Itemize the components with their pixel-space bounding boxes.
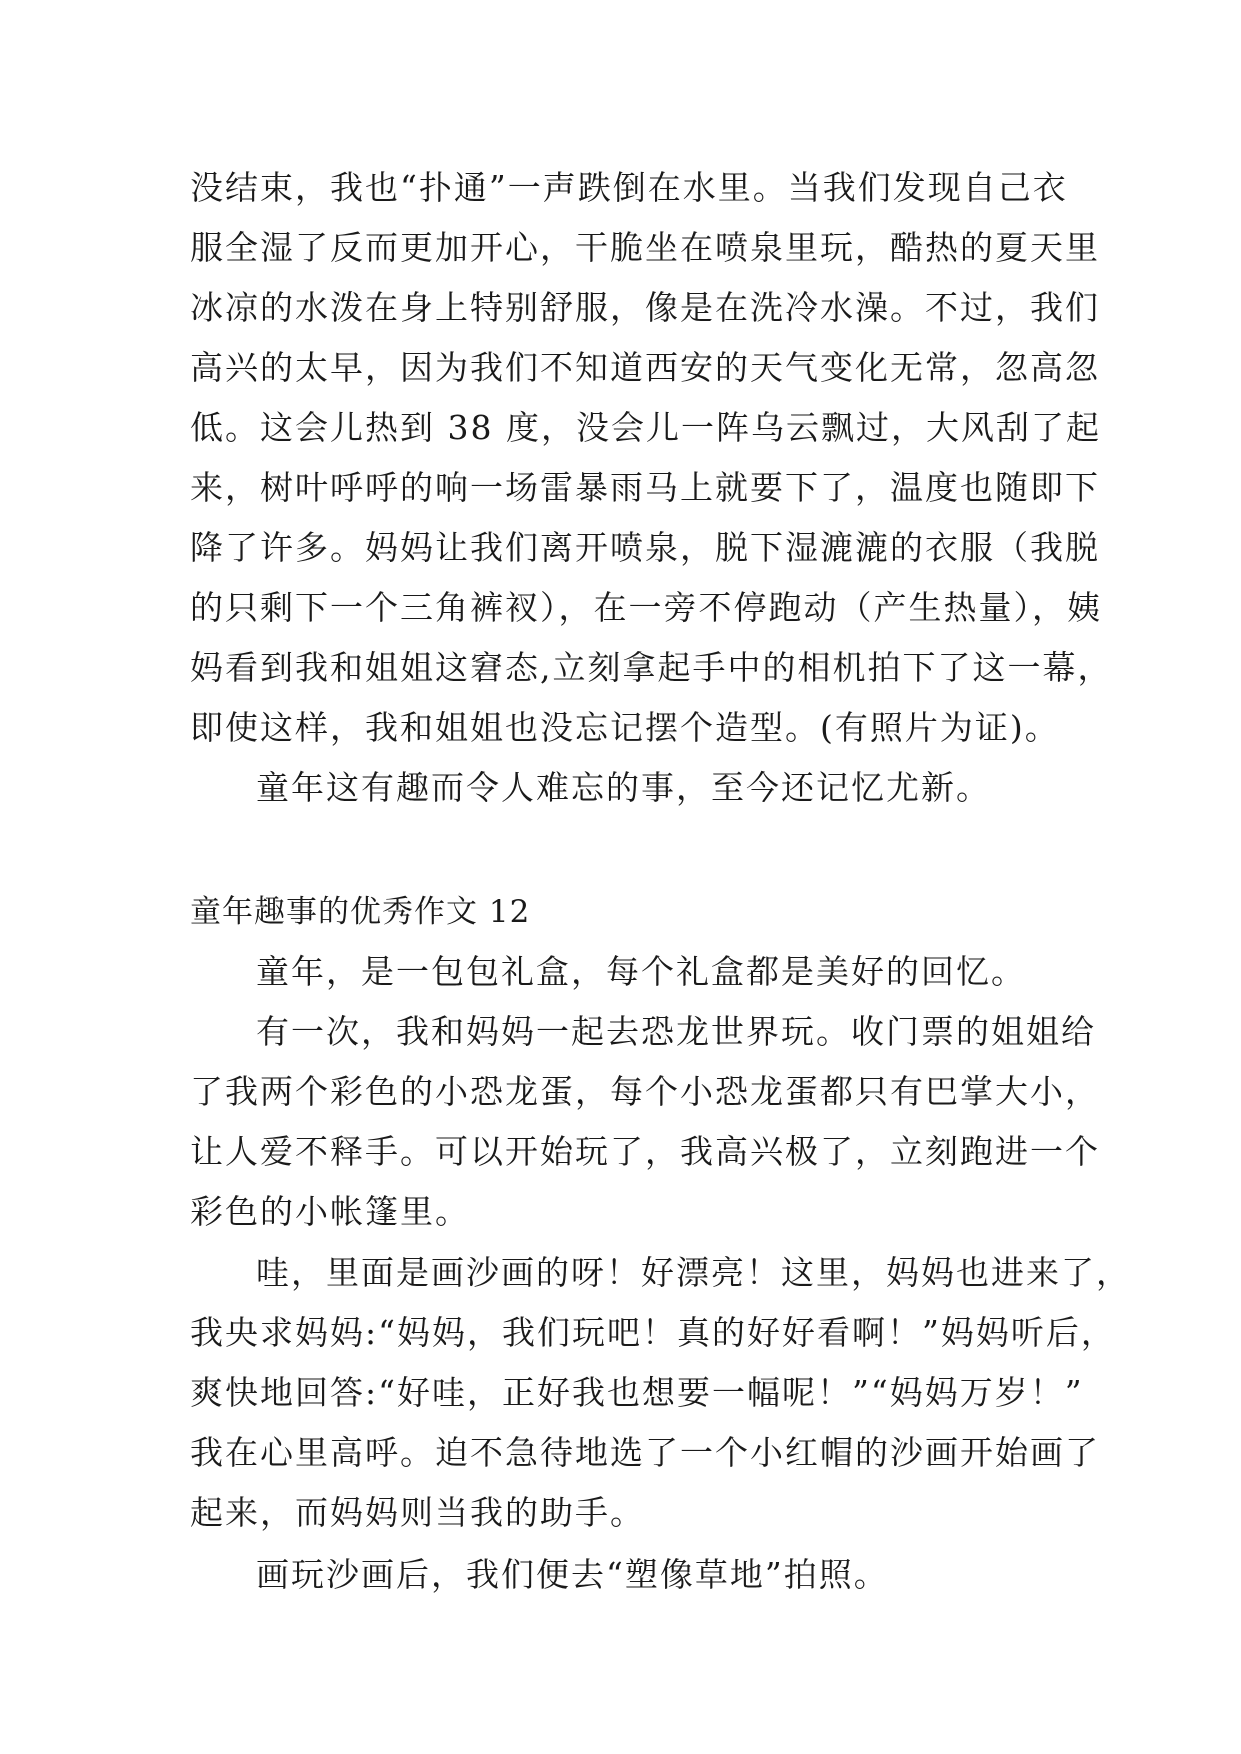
text-line: 有一次，我和妈妈一起去恐龙世界玩。收门票的姐姐给 bbox=[256, 1012, 1096, 1051]
text-line: 的只剩下一个三角裤衩），在一旁不停跑动（产生热量），姨 bbox=[190, 588, 1102, 627]
paragraph: 童年这有趣而令人难忘的事，至今还记忆尤新。 bbox=[256, 768, 991, 807]
text-line: 没结束，我也“扑通”一声跌倒在水里。当我们发现自己衣 bbox=[190, 168, 1068, 207]
text-line: 即使这样，我和姐姐也没忘记摆个造型。(有照片为证)。 bbox=[190, 708, 1060, 747]
text-line: 哇，里面是画沙画的呀！好漂亮！这里，妈妈也进来了， bbox=[256, 1253, 1131, 1292]
paragraph: 画玩沙画后，我们便去“塑像草地”拍照。 bbox=[256, 1555, 889, 1594]
text-line: 彩色的小帐篷里。 bbox=[190, 1192, 470, 1231]
text-line: 了我两个彩色的小恐龙蛋，每个小恐龙蛋都只有巴掌大小， bbox=[190, 1072, 1100, 1111]
text-line: 冰凉的水泼在身上特别舒服，像是在洗冷水澡。不过，我们 bbox=[190, 288, 1100, 327]
text-line: 爽快地回答:“好哇，正好我也想要一幅呢！”“妈妈万岁！” bbox=[190, 1373, 1084, 1412]
text-line: 来，树叶呼呼的响一场雷暴雨马上就要下了，温度也随即下 bbox=[190, 468, 1100, 507]
text-line: 我央求妈妈:“妈妈，我们玩吧！真的好好看啊！”妈妈听后， bbox=[190, 1313, 1116, 1352]
text-line: 低。这会儿热到 38 度，没会儿一阵乌云飘过，大风刮了起 bbox=[190, 408, 1101, 447]
text-line: 让人爱不释手。可以开始玩了，我高兴极了，立刻跑进一个 bbox=[190, 1132, 1100, 1171]
text-line: 降了许多。妈妈让我们离开喷泉，脱下湿漉漉的衣服（我脱 bbox=[190, 528, 1100, 567]
text-line: 高兴的太早，因为我们不知道西安的天气变化无常，忽高忽 bbox=[190, 348, 1100, 387]
text-line: 妈看到我和姐姐这窘态,立刻拿起手中的相机拍下了这一幕， bbox=[190, 648, 1113, 687]
text-line: 我在心里高呼。迫不急待地选了一个小红帽的沙画开始画了 bbox=[190, 1433, 1100, 1472]
section-title: 童年趣事的优秀作文 12 bbox=[190, 894, 531, 930]
text-line: 起来，而妈妈则当我的助手。 bbox=[190, 1493, 645, 1532]
text-line: 服全湿了反而更加开心，干脆坐在喷泉里玩，酷热的夏天里 bbox=[190, 228, 1100, 267]
paragraph: 童年，是一包包礼盒，每个礼盒都是美好的回忆。 bbox=[256, 952, 1026, 991]
